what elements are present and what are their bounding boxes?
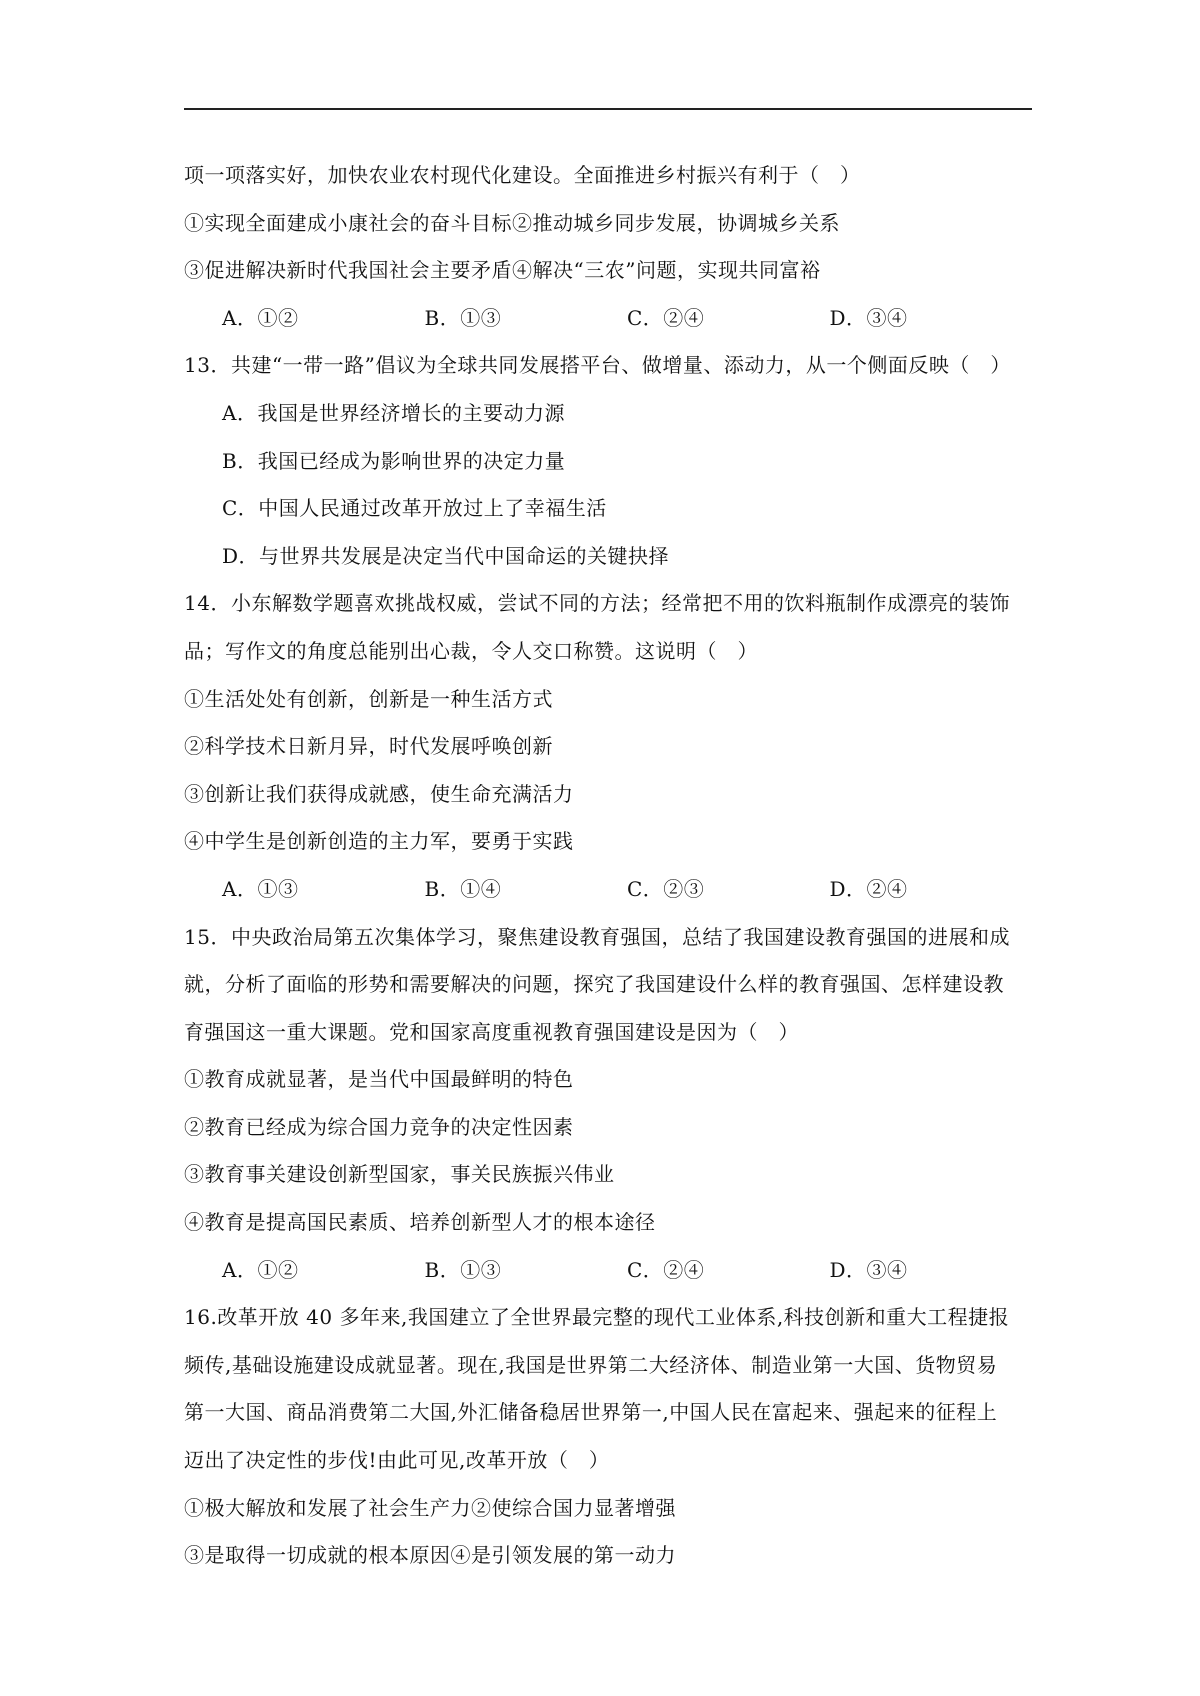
- q15-item-4: ④教育是提高国民素质、培养创新型人才的根本途径: [184, 1210, 656, 1235]
- q12-option-c: C．②④: [627, 305, 705, 330]
- q14-option-c: C．②③: [627, 876, 705, 901]
- q14-item-3: ③创新让我们获得成就感，使生命充满活力: [184, 781, 574, 806]
- q14-item-1: ①生活处处有创新，创新是一种生活方式: [184, 686, 553, 711]
- q15-option-b: B．①③: [424, 1257, 502, 1282]
- q12-option-a: A．①②: [222, 305, 299, 330]
- q13-stem: 13．共建“一带一路”倡议为全球共同发展搭平台、做增量、添动力，从一个侧面反映（ ）: [184, 353, 1011, 378]
- q15-option-a: A．①②: [222, 1257, 299, 1282]
- q13-option-a: A．我国是世界经济增长的主要动力源: [222, 400, 565, 425]
- q15-option-d: D．③④: [829, 1257, 908, 1282]
- q14-options: [184, 866, 1032, 914]
- q14-item-4: ④中学生是创新创造的主力军，要勇于实践: [184, 829, 574, 854]
- q15-item-2: ②教育已经成为综合国力竞争的决定性因素: [184, 1114, 574, 1139]
- q12-stem-tail: 项一项落实好，加快农业农村现代化建设。全面推进乡村振兴有利于（ ）: [184, 163, 861, 187]
- q12-option-b: B．①③: [424, 305, 502, 330]
- q15-options: [184, 1247, 1032, 1295]
- q16-stem-line-3: 第一大国、商品消费第二大国,外汇储备稳居世界第一,中国人民在富起来、强起来的征程上: [184, 1400, 998, 1425]
- q13-option-d: D．与世界共发展是决定当代中国命运的关键抉择: [222, 543, 670, 568]
- q13-option-b: B．我国已经成为影响世界的决定力量: [222, 448, 566, 473]
- q14-stem-line-2: 品；写作文的角度总能别出心裁，令人交口称赞。这说明（ ）: [184, 638, 758, 663]
- q12-item-2: ③促进解决新时代我国社会主要矛盾④解决“三农”问题，实现共同富裕: [184, 258, 821, 283]
- q15-stem-line-1: 15．中央政治局第五次集体学习，聚焦建设教育强国，总结了我国建设教育强国的进展和成: [184, 924, 1010, 949]
- exam-page-content: [184, 152, 1032, 1580]
- q16-item-1: ①极大解放和发展了社会生产力②使综合国力显著增强: [184, 1495, 676, 1520]
- header-rule: [184, 108, 1032, 110]
- q15-item-3: ③教育事关建设创新型国家，事关民族振兴伟业: [184, 1162, 615, 1187]
- q14-option-a: A．①③: [222, 876, 299, 901]
- q14-option-b: B．①④: [424, 876, 502, 901]
- q15-item-1: ①教育成就显著，是当代中国最鲜明的特色: [184, 1067, 574, 1092]
- q14-item-2: ②科学技术日新月异，时代发展呼唤创新: [184, 734, 553, 759]
- q14-stem-line-1: 14．小东解数学题喜欢挑战权威，尝试不同的方法；经常把不用的饮料瓶制作成漂亮的装饰: [184, 591, 1010, 616]
- q16-stem-line-2: 频传,基础设施建设成就显著。现在,我国是世界第二大经济体、制造业第一大国、货物贸易: [184, 1352, 998, 1377]
- q12-item-1: ①实现全面建成小康社会的奋斗目标②推动城乡同步发展，协调城乡关系: [184, 210, 840, 235]
- q14-option-d: D．②④: [829, 876, 908, 901]
- q12-options: [184, 295, 1032, 343]
- q15-stem-line-2: 就，分析了面临的形势和需要解决的问题，探究了我国建设什么样的教育强国、怎样建设教: [184, 972, 1004, 997]
- q13-option-c: C．中国人民通过改革开放过上了幸福生活: [222, 496, 607, 521]
- q16-stem-line-1: 16.改革开放 40 多年来,我国建立了全世界最完整的现代工业体系,科技创新和重大工程捷报: [184, 1305, 1010, 1330]
- q15-option-c: C．②④: [627, 1257, 705, 1282]
- q12-option-d: D．③④: [829, 305, 908, 330]
- q16-stem-line-4: 迈出了决定性的步伐!由此可见,改革开放（ ）: [184, 1448, 610, 1473]
- q15-stem-line-3: 育强国这一重大课题。党和国家高度重视教育强国建设是因为（ ）: [184, 1019, 799, 1044]
- q16-item-2: ③是取得一切成就的根本原因④是引领发展的第一动力: [184, 1543, 676, 1568]
